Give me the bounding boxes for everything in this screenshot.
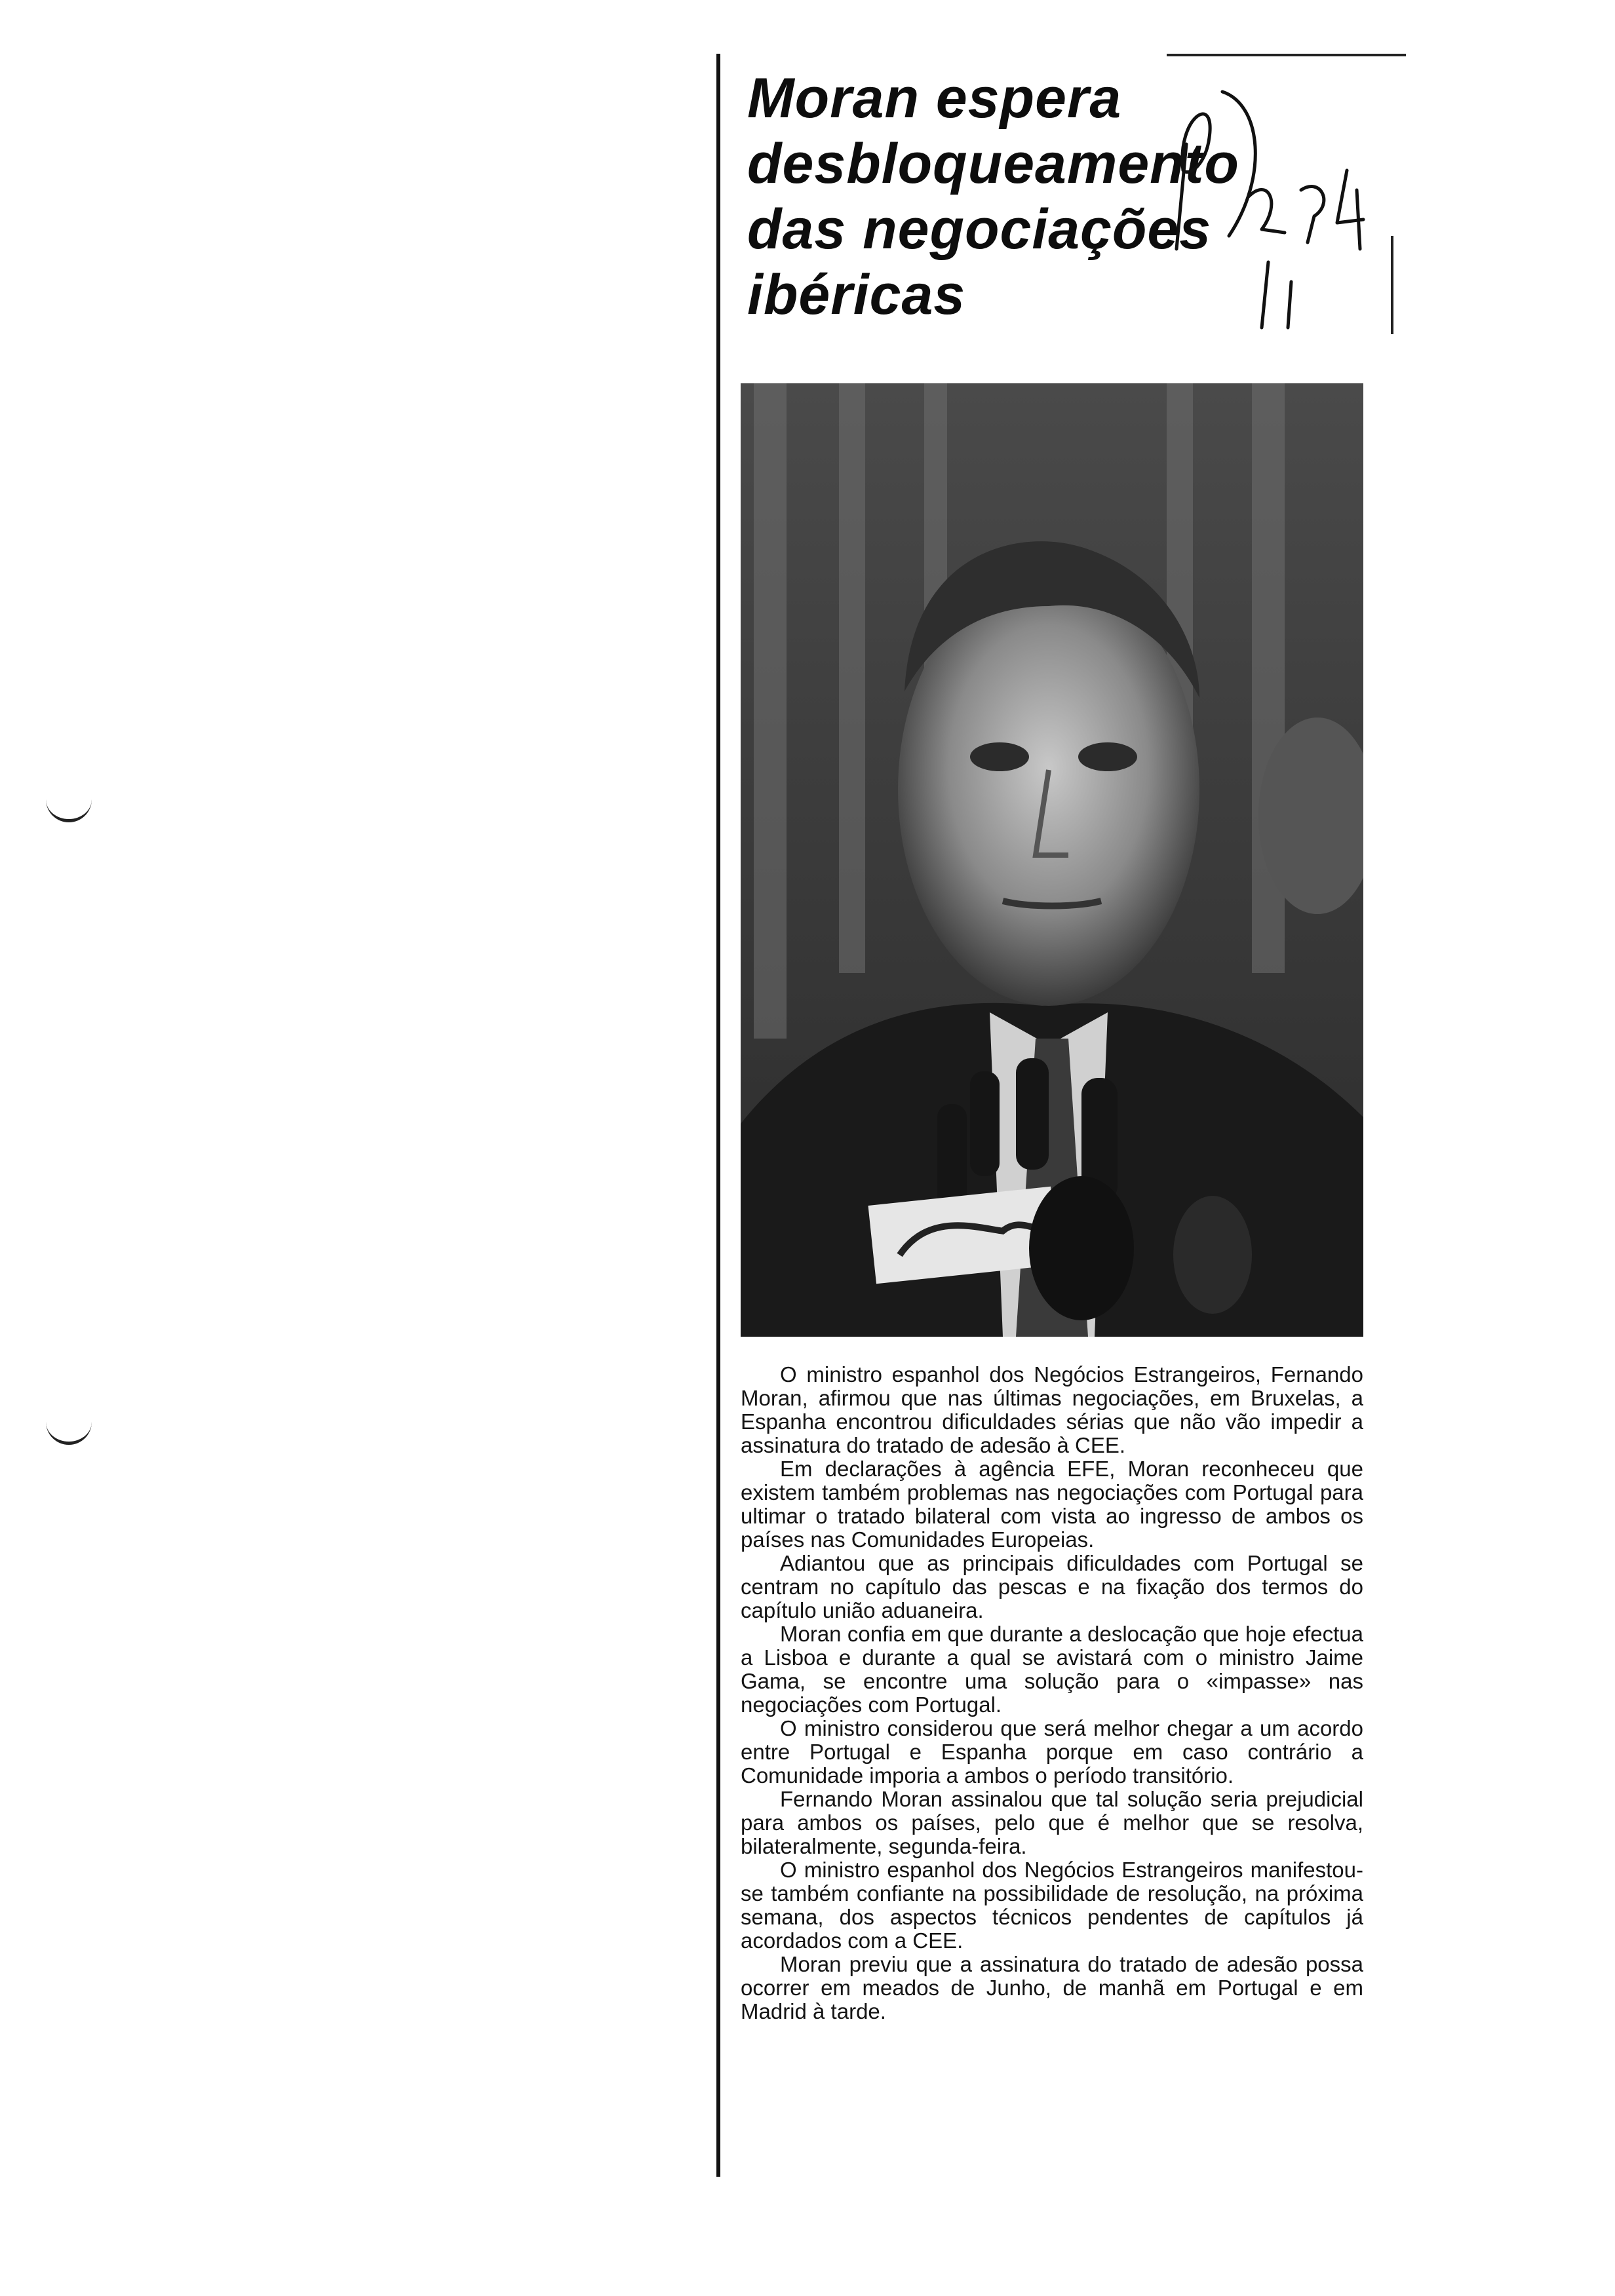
article-body	[741, 1363, 1363, 2023]
news-photo	[741, 383, 1363, 1337]
article-paragraph: Moran previu que a assinatura do tratado de adesão possa ocorrer em meados de Junho, de manhã em Portugal e em Madrid à tarde.	[741, 1952, 1363, 2023]
headline-line: ibéricas	[747, 263, 966, 326]
headline-line: Moran espera	[747, 67, 1122, 130]
article-paragraph: Adiantou que as principais dificuldades com Portugal se centram no capítulo das pescas e na fixação dos termos do capítulo união aduaneira.	[741, 1551, 1363, 1622]
headline-line: desbloqueamento	[747, 132, 1239, 195]
article-paragraph: Fernando Moran assinalou que tal solução seria prejudicial para ambos os países, pelo que é melhor que se resolva, bilateralmente, segunda-feira.	[741, 1787, 1363, 1858]
clipping-left-rule	[716, 54, 720, 2177]
clipping-top-rule	[1167, 54, 1406, 56]
article-paragraph: O ministro espanhol dos Negócios Estrangeiros, Fernando Moran, afirmou que nas últimas negociações, em Bruxelas, a Espanha encontrou dificuldades sérias que não vão impedir a assinatura do tratado de adesão à CEE.	[741, 1362, 1363, 1457]
scan-mark	[46, 1422, 92, 1445]
headline-line: das negociações	[747, 198, 1212, 261]
article-paragraph: O ministro considerou que será melhor chegar a um acordo entre Portugal e Espanha porque em caso contrário a Comunidade imporia a ambos o período transitório.	[741, 1716, 1363, 1788]
article-paragraph: O ministro espanhol dos Negócios Estrangeiros manifestou-se também confiante na possibilidade de resolução, na próxima semana, dos aspectos técnicos pendentes de capítulos já acordados com a CEE.	[741, 1858, 1363, 1953]
article-paragraph: Em declarações à agência EFE, Moran reconheceu que existem também problemas nas negociações com Portugal para ultimar o tratado bilateral com vista ao ingresso de ambos os países nas Comunidades Europeias.	[741, 1457, 1363, 1552]
scan-mark	[46, 799, 92, 822]
article-paragraph: Moran confia em que durante a deslocação que hoje efectua a Lisboa e durante a qual se avistará com o ministro Jaime Gama, se encontre uma solução para o «impasse» nas negociações com Portugal.	[741, 1622, 1363, 1717]
handwritten-annotation	[1170, 79, 1406, 354]
